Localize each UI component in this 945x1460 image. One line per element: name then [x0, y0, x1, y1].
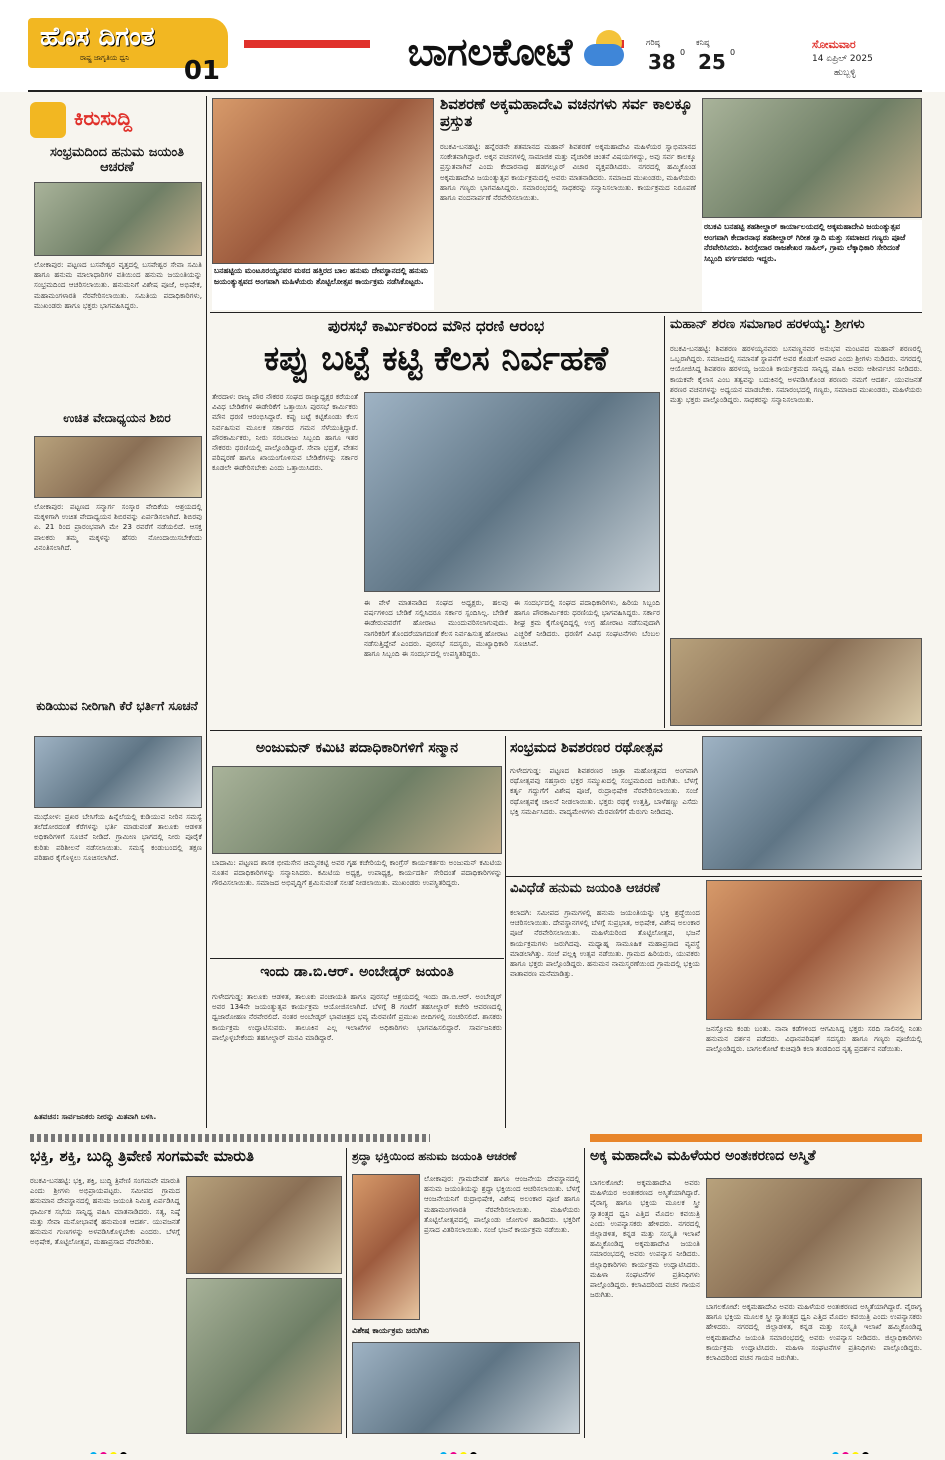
bottom-3-title: ಅಕ್ಕ ಮಹಾದೇವಿ ಮಹಿಳೆಯರ ಅಂತಃಕರಣದ ಅಸ್ಮಿತೆ: [590, 1148, 816, 1164]
akka-body: ರಬಕವಿ-ಬನಹಟ್ಟಿ: ಹನ್ನೆರಡನೇ ಶತಮಾನದ ಮಹಾನ್ ಶಿವಶರಣೆ ಅಕ್ಕಮಹಾದೇವಿ ಮಹಿಳೆಯರ ಸ್ವಾಭಿಮಾನದ ಸಂಕೇತವಾಗಿದ್ದಾರೆ. ಅಕ್ಕನ ವಚನಗಳಲ್ಲಿ ಸಾಮಾಜಿಕ ಮತ್ತು ವೈಚಾರಿಕ ಚಿಂತನೆ ವಿಷಯಗಳಿದ್ದು, ಅವು ಸರ್ವ ಕಾಲಕ್ಕೂ ಪ್ರಸ್ತುತವಾಗಿವೆ ಎಂದು ಕೇದಾರನಾಥ ಹಡಗಲ್ಲೂರ್ ವಿಚಾರ ವ್ಯಕ್ತಪಡಿಸಿದರು. ನಗರದಲ್ಲಿ ಹಮ್ಮಿಕೊಂಡ ಅಕ್ಕಮಹಾದೇವಿ ಜಯಂತ್ಯುತ್ಸವ ಕಾರ್ಯಕ್ರಮದಲ್ಲಿ ಅವರು ಮಾತನಾಡಿದರು. ಸಮಾಜದ ಮುಖಂಡರು, ಮಹಿಳೆಯರು ಹಾಗೂ ಗಣ್ಯರು ಭಾಗವಹಿಸಿದ್ದರು. ಸಮಾರಂಭದಲ್ಲಿ ಸಾಧಕರನ್ನು ಸನ್ಮಾನಿಸಲಾಯಿತು. ಕಾರ್ಯಕ್ರಮದ ನಿರೂಪಣೆ ಹಾಗೂ ವಂದನಾರ್ಪಣೆ ನೆರವೇರಿಸಲಾಯಿತು.: [440, 142, 696, 203]
max-degree: 0: [680, 48, 686, 57]
bottom-divider-1: [346, 1148, 347, 1438]
bottom-3-body: ಬಾಗಲಕೋಟೆ: ಅಕ್ಕಮಹಾದೇವಿ ಅವರು ಮಹಿಳೆಯರ ಅಂತಃಕರಣದ ಅಸ್ಮಿತೆಯಾಗಿದ್ದಾರೆ. ವೈರಾಗ್ಯ ಹಾಗೂ ಭಕ್ತಿಯ ಮೂಲಕ ಸ್ತ್ರೀ ಸ್ವಾತಂತ್ರ್ಯದ ಧ್ವನಿ ಎತ್ತಿದ ಮೊದಲ ಕವಯಿತ್ರಿ ಎಂದು ಉಪನ್ಯಾಸಕರು ಹೇಳಿದರು. ನಗರದಲ್ಲಿ ಜಿಲ್ಲಾಡಳಿತ, ಕನ್ನಡ ಮತ್ತು ಸಂಸ್ಕೃತಿ ಇಲಾಖೆ ಹಮ್ಮಿಕೊಂಡಿದ್ದ ಅಕ್ಕಮಹಾದೇವಿ ಜಯಂತಿ ಸಮಾರಂಭದಲ್ಲಿ ಅವರು ಉಪನ್ಯಾಸ ನೀಡಿದರು. ಜಿಲ್ಲಾಧಿಕಾರಿಗಳು ಕಾರ್ಯಕ್ರಮ ಉದ್ಘಾಟಿಸಿದರು. ಮಹಿಳಾ ಸಂಘಟನೆಗಳ ಪ್ರತಿನಿಧಿಗಳು ಪಾಲ್ಗೊಂಡಿದ್ದರು. ಕಲಾವಿದರಿಂದ ವಚನ ಗಾಯನ ಜರುಗಿತು.: [590, 1178, 700, 1300]
middle-rule-2: [210, 958, 504, 959]
sidebar-photo-3: [34, 736, 202, 808]
min-degree: 0: [730, 48, 736, 57]
edition-name: ಬಾಗಲಕೋಟೆ: [370, 30, 610, 80]
bottom-1-photo-2: [186, 1278, 342, 1434]
bottom-2-photo: [352, 1174, 420, 1320]
bottom-2-title: ಶ್ರದ್ಧಾ ಭಕ್ತಿಯಿಂದ ಹನುಮ ಜಯಂತಿ ಆಚರಣೆ: [352, 1150, 517, 1163]
mahan-title: ಮಹಾನ್ ಶರಣ ಸಮಾಗಾರ ಹರಳಯ್ಯ: ಶ್ರೀಗಳು: [670, 318, 865, 332]
lead-photo: [364, 392, 660, 592]
sidebar-story-3-sign: ಹಿತವಚನ: ಸಾರ್ವಜನಿಕರು ನೀರನ್ನು ಮಿತವಾಗಿ ಬಳಸಿ.: [34, 1112, 157, 1121]
min-temp-label: ಕನಿಷ್ಠ: [696, 38, 710, 47]
sidebar-story-3-title: ಕುಡಿಯುವ ನೀರಿಗಾಗಿ ಕೆರೆ ಭರ್ತಿಗೆ ಸೂಚನೆ: [36, 700, 198, 713]
masthead-rule: [28, 90, 922, 92]
anjuman-photo: [212, 766, 502, 854]
registration-dots-center: [440, 1444, 500, 1454]
anjuman-divider: [505, 736, 506, 1128]
rathotsava-photo: [702, 736, 922, 870]
akka-title: ಶಿವಶರಣೆ ಅಕ್ಕಮಹಾದೇವಿ ವಚನಗಳು ಸರ್ವ ಕಾಲಕ್ಕೂ ಪ್ರಸ್ತುತ: [440, 96, 693, 131]
day-label: ಸೋಮವಾರ: [812, 38, 856, 51]
weather-cloud-icon: [584, 44, 624, 66]
anjuman-title: ಅಂಜುಮನ್ ಕಮಿಟಿ ಪದಾಧಿಕಾರಿಗಳಿಗೆ ಸನ್ಮಾನ: [255, 740, 459, 756]
lead-body-col-2: ಈ ವೇಳೆ ಮಾತನಾಡಿದ ಸಂಘದ ಅಧ್ಯಕ್ಷರು, ಹಲವು ವರ್ಷಗಳಿಂದ ಬೇಡಿಕೆ ಸಲ್ಲಿಸಿದರೂ ಸರ್ಕಾರ ಸ್ಪಂದಿಸಿಲ್ಲ. ಬೇಡಿಕೆ ಈಡೇರುವವರೆಗೆ ಹೋರಾಟ ಮುಂದುವರಿಸಲಾಗುವುದು. ನಾಗರಿಕರಿಗೆ ತೊಂದರೆಯಾಗದಂತೆ ಕೆಲಸ ನಿರ್ವಹಿಸುತ್ತ ಹೋರಾಟ ನಡೆಸುತ್ತಿದ್ದೇವೆ ಎಂದರು. ಪುರಸಭೆ ಸದಸ್ಯರು, ಮುಖ್ಯಾಧಿಕಾರಿ ಹಾಗೂ ಸಿಬ್ಬಂದಿ ಈ ಸಂದರ್ಭದಲ್ಲಿ ಉಪಸ್ಥಿತರಿದ್ದರು.: [364, 598, 508, 659]
middle-rule-3: [506, 876, 922, 877]
ambedkar-body: ಗುಳೇದಗುಡ್ಡ: ತಾಲೂಕು ಆಡಳಿತ, ತಾಲೂಕು ಪಂಚಾಯತಿ ಹಾಗೂ ಪುರಸಭೆ ಆಶ್ರಯದಲ್ಲಿ ಇಂದು ಡಾ.ಬಿ.ಆರ್. ಅಂಬೇಡ್ಕರ್ ಅವರ 134ನೇ ಜಯಂತ್ಯುತ್ಸವ ಕಾರ್ಯಕ್ರಮ ಆಯೋಜಿಸಲಾಗಿದೆ. ಬೆಳಗ್ಗೆ 8 ಗಂಟೆಗೆ ತಹಸೀಲ್ದಾರ್ ಕಚೇರಿ ಆವರಣದಲ್ಲಿ ಧ್ವಜಾರೋಹಣ ನೆರವೇರಲಿದೆ. ನಂತರ ಅಂಬೇಡ್ಕರ್ ಭಾವಚಿತ್ರದ ಭವ್ಯ ಮೆರವಣಿಗೆ ಪ್ರಮುಖ ಬೀದಿಗಳಲ್ಲಿ ಸಂಚರಿಸಲಿದೆ. ಶಾಸಕರು ಕಾರ್ಯಕ್ರಮ ಉದ್ಘಾಟಿಸುವರು. ತಾಲೂಕಿನ ಎಲ್ಲ ಇಲಾಖೆಗಳ ಅಧಿಕಾರಿಗಳು ಭಾಗವಹಿಸಲಿದ್ದಾರೆ. ಸಾರ್ವಜನಿಕರು ಪಾಲ್ಗೊಳ್ಳಬೇಕೆಂದು ತಹಸೀಲ್ದಾರ್ ಮನವಿ ಮಾಡಿದ್ದಾರೆ.: [212, 992, 502, 1042]
lead-title: ಕಪ್ಪು ಬಟ್ಟೆ ಕಟ್ಟಿ ಕೆಲಸ ನಿರ್ವಹಣೆ: [263, 340, 609, 379]
vividhede-body-2: ಜನಸ್ತೋಮ ಕಂಡು ಬಂತು. ನಾನಾ ಕಡೆಗಳಿಂದ ಆಗಮಿಸಿದ್ದ ಭಕ್ತರು ಸರದಿ ಸಾಲಿನಲ್ಲಿ ನಿಂತು ಹನುಮನ ದರ್ಶನ ಪಡೆದರು. ವಿಧಾನಪರಿಷತ್ ಸದಸ್ಯರು ಹಾಗೂ ಗಣ್ಯರು ಪೂಜೆಯಲ್ಲಿ ಪಾಲ್ಗೊಂಡಿದ್ದರು. ಬಾಗಲಕೋಟೆ ಕುಚಿಪುಡಿ ಕಲಾ ತಂಡದಿಂದ ನೃತ್ಯ ಪ್ರದರ್ಶನ ನಡೆಯಿತು.: [706, 1024, 922, 1054]
masthead: [0, 0, 945, 92]
bottom-divider-2: [584, 1148, 585, 1438]
place-label: ಹುಬ್ಬಳ್ಳಿ: [834, 68, 856, 78]
rathotsava-body: ಗುಳೇದಗುಡ್ಡ: ಪಟ್ಟಣದ ಶಿವಶರಣರ ಜಾತ್ರಾ ಮಹೋತ್ಸವದ ಅಂಗವಾಗಿ ರಥೋತ್ಸವವು ಸಹಸ್ರಾರು ಭಕ್ತರ ಸಮ್ಮುಖದಲ್ಲಿ ಸಂಭ್ರಮದಿಂದ ಜರುಗಿತು. ಬೆಳಗ್ಗೆ ಕರ್ತೃ ಗದ್ದುಗೆಗೆ ವಿಶೇಷ ಪೂಜೆ, ರುದ್ರಾಭಿಷೇಕ ನೆರವೇರಿಸಲಾಯಿತು. ಸಂಜೆ ರಥೋತ್ಸವಕ್ಕೆ ಚಾಲನೆ ನೀಡಲಾಯಿತು. ಭಕ್ತರು ರಥಕ್ಕೆ ಉತ್ತತ್ತಿ, ಬಾಳೆಹಣ್ಣು ಎಸೆದು ಭಕ್ತಿ ಸಮರ್ಪಿಸಿದರು. ವಾದ್ಯಮೇಳಗಳು ಮೆರವಣಿಗೆಗೆ ಮೆರುಗು ನೀಡಿದವು.: [510, 766, 698, 816]
sidebar-story-2-title: ಉಚಿತ ವೇದಾಧ್ಯಯನ ಶಿಬಿರ: [63, 412, 171, 425]
mahan-photo: [670, 638, 922, 726]
sidebar-story-2-body: ಲೋಕಾಪುರ: ಪಟ್ಟಣದ ಸನ್ಮಾರ್ಗ ಸಂಸ್ಕಾರ ವೇದಿಕೆಯ ಆಶ್ರಯದಲ್ಲಿ ಮಕ್ಕಳಿಗಾಗಿ ಉಚಿತ ವೇದಾಧ್ಯಯನ ಶಿಬಿರವನ್ನು ಏರ್ಪಡಿಸಲಾಗಿದೆ. ಶಿಬಿರವು ಏ. 21 ರಿಂದ ಪ್ರಾರಂಭವಾಗಿ ಮೇ 23 ರವರೆಗೆ ನಡೆಯಲಿದೆ. ಆಸಕ್ತ ಪಾಲಕರು ತಮ್ಮ ಮಕ್ಕಳನ್ನು ಹೆಸರು ನೋಂದಾಯಿಸಬೇಕೆಂದು ವಿನಂತಿಸಲಾಗಿದೆ.: [34, 502, 202, 552]
sidebar-photo-1: [34, 182, 202, 256]
top-center-photo: [212, 98, 434, 264]
bottom-3-photo: [706, 1178, 922, 1298]
finger-icon: [30, 102, 66, 138]
registration-dots-right: [832, 1444, 892, 1454]
sidebar-story-1-title: ಸಂಭ್ರಮದಿಂದ ಹನುಮ ಜಯಂತಿ ಆಚರಣೆ: [49, 146, 185, 175]
lead-body-col-3: ಈ ಸಂದರ್ಭದಲ್ಲಿ ಸಂಘದ ಪದಾಧಿಕಾರಿಗಳು, ಹಿರಿಯ ಸಿಬ್ಬಂದಿ ಹಾಗೂ ಪೌರಕಾರ್ಮಿಕರು ಧರಣಿಯಲ್ಲಿ ಭಾಗವಹಿಸಿದ್ದರು. ಸರ್ಕಾರ ಶೀಘ್ರ ಕ್ರಮ ಕೈಗೊಳ್ಳದಿದ್ದಲ್ಲಿ ಉಗ್ರ ಹೋರಾಟ ನಡೆಸುವುದಾಗಿ ಎಚ್ಚರಿಕೆ ನೀಡಿದರು. ಧರಣಿಗೆ ವಿವಿಧ ಸಂಘಟನೆಗಳು ಬೆಂಬಲ ಸೂಚಿಸಿವೆ.: [514, 598, 660, 648]
lead-body-col-1: ತೇರದಾಳ: ರಾಜ್ಯ ಪೌರ ನೌಕರರ ಸಂಘದ ರಾಜ್ಯಾಧ್ಯಕ್ಷರ ಕರೆಯಂತೆ ವಿವಿಧ ಬೇಡಿಕೆಗಳ ಈಡೇರಿಕೆಗೆ ಒತ್ತಾಯಿಸಿ ಪುರಸಭೆ ಕಾರ್ಮಿಕರು ಮೌನ ಧರಣಿ ಆರಂಭಿಸಿದ್ದಾರೆ. ಕಪ್ಪು ಬಟ್ಟೆ ಕಟ್ಟಿಕೊಂಡು ಕೆಲಸ ನಿರ್ವಹಿಸುವ ಮೂಲಕ ಸರ್ಕಾರದ ಗಮನ ಸೆಳೆಯುತ್ತಿದ್ದಾರೆ. ಪೌರಕಾರ್ಮಿಕರು, ನೀರು ಸರಬರಾಜು ಸಿಬ್ಬಂದಿ ಹಾಗೂ ಇತರ ನೌಕರರು ಧರಣಿಯಲ್ಲಿ ಪಾಲ್ಗೊಂಡಿದ್ದಾರೆ. ಸೇವಾ ಭದ್ರತೆ, ವೇತನ ಪರಿಷ್ಕರಣೆ ಹಾಗೂ ಖಾಯಂಗೊಳಿಸುವ ಬೇಡಿಕೆಗಳನ್ನು ಸರ್ಕಾರ ಕೂಡಲೇ ಈಡೇರಿಸಬೇಕು ಎಂದು ಒತ್ತಾಯಿಸಿದರು.: [212, 392, 358, 473]
sidebar-story-3-body: ಮುಧೋಳ: ಪ್ರಖರ ಬೇಸಿಗೆಯ ಹಿನ್ನೆಲೆಯಲ್ಲಿ ಕುಡಿಯುವ ನೀರಿನ ಸಮಸ್ಯೆ ತಲೆದೋರದಂತೆ ಕೆರೆಗಳನ್ನು ಭರ್ತಿ ಮಾಡುವಂತೆ ತಾಲೂಕು ಆಡಳಿತ ಅಧಿಕಾರಿಗಳಿಗೆ ಸೂಚನೆ ನೀಡಿದೆ. ಗ್ರಾಮೀಣ ಭಾಗದಲ್ಲಿ ನೀರು ಪೂರೈಕೆ ಕುರಿತು ಪರಿಶೀಲನೆ ನಡೆಸಲಾಯಿತು. ಸಮಸ್ಯೆ ಕಂಡುಬಂದಲ್ಲಿ ತಕ್ಷಣ ಪರಿಹಾರ ಕೈಗೊಳ್ಳಲು ಸೂಚಿಸಲಾಗಿದೆ.: [34, 812, 202, 862]
logo-text: ಹೊಸ ದಿಗಂತ: [40, 22, 155, 52]
logo-tagline: ರಾಷ್ಟ್ರ ಜಾಗೃತಿಯ ಧ್ವನಿ: [80, 54, 130, 62]
top-right-photo: [702, 98, 922, 218]
bottom-bar-orange: [590, 1134, 922, 1142]
middle-rule-1: [210, 730, 922, 731]
bottom-3-body-2: ಬಾಗಲಕೋಟೆ: ಅಕ್ಕಮಹಾದೇವಿ ಅವರು ಮಹಿಳೆಯರ ಅಂತಃಕರಣದ ಅಸ್ಮಿತೆಯಾಗಿದ್ದಾರೆ. ವೈರಾಗ್ಯ ಹಾಗೂ ಭಕ್ತಿಯ ಮೂಲಕ ಸ್ತ್ರೀ ಸ್ವಾತಂತ್ರ್ಯದ ಧ್ವನಿ ಎತ್ತಿದ ಮೊದಲ ಕವಯಿತ್ರಿ ಎಂದು ಉಪನ್ಯಾಸಕರು ಹೇಳಿದರು. ನಗರದಲ್ಲಿ ಜಿಲ್ಲಾಡಳಿತ, ಕನ್ನಡ ಮತ್ತು ಸಂಸ್ಕೃತಿ ಇಲಾಖೆ ಹಮ್ಮಿಕೊಂಡಿದ್ದ ಅಕ್ಕಮಹಾದೇವಿ ಜಯಂತಿ ಸಮಾರಂಭದಲ್ಲಿ ಅವರು ಉಪನ್ಯಾಸ ನೀಡಿದರು. ಜಿಲ್ಲಾಧಿಕಾರಿಗಳು ಕಾರ್ಯಕ್ರಮ ಉದ್ಘಾಟಿಸಿದರು. ಮಹಿಳಾ ಸಂಘಟನೆಗಳ ಪ್ರತಿನಿಧಿಗಳು ಪಾಲ್ಗೊಂಡಿದ್ದರು. ಕಲಾವಿದರಿಂದ ವಚನ ಗಾಯನ ಜರುಗಿತು.: [706, 1302, 922, 1363]
top-right-caption: ರಬಕವಿ ಬನಹಟ್ಟಿ ತಹಶೀಲ್ದಾರ್ ಕಾರ್ಯಾಲಯದಲ್ಲಿ ಅಕ್ಕಮಹಾದೇವಿ ಜಯಂತ್ಯುತ್ಸವ ಅಂಗವಾಗಿ ಕೇದಾರನಾಥ ತಹಶೀಲ್ದಾರ್ ಗಿರೀಶ ಸ್ವಾದಿ ಮತ್ತು ಸಮಾಜದ ಗಣ್ಯರು ಪೂಜೆ ನೆರವೇರಿಸಿದರು. ಶಿರಸ್ತೇದಾರ ರಾಜಶೇಖರ ಸಾಹಿಲ್, ಗ್ರಾಮ ಲೆಕ್ಕಾಧಿಕಾರಿ ಸೇರಿದಂತೆ ಸಿಬ್ಬಂದಿ ವರ್ಗದವರು ಇದ್ದರು.: [702, 220, 922, 312]
top-row-rule: [210, 312, 922, 313]
bottom-1-body-col-1: ರಬಕವಿ-ಬನಹಟ್ಟಿ: ಭಕ್ತಿ, ಶಕ್ತಿ, ಬುದ್ಧಿ ತ್ರಿವೇಣಿ ಸಂಗಮವೇ ಮಾರುತಿ ಎಂದು ಶ್ರೀಗಳು ಅಭಿಪ್ರಾಯಪಟ್ಟರು. ಸಮೀಪದ ಗ್ರಾಮದ ಹನುಮಾನ ದೇವಸ್ಥಾನದಲ್ಲಿ ಹನುಮ ಜಯಂತಿ ನಿಮಿತ್ತ ಏರ್ಪಡಿಸಿದ್ದ ಧಾರ್ಮಿಕ ಸಭೆಯ ಸಾನ್ನಿಧ್ಯ ವಹಿಸಿ ಮಾತನಾಡಿದರು. ಸತ್ಯ, ನಿಷ್ಠೆ ಮತ್ತು ಸೇವಾ ಮನೋಭಾವಕ್ಕೆ ಹನುಮಂತ ಆದರ್ಶ. ಯುವಜನತೆ ಹನುಮನ ಗುಣಗಳನ್ನು ಅಳವಡಿಸಿಕೊಳ್ಳಬೇಕು ಎಂದರು. ಬೆಳಗ್ಗೆ ಅಭಿಷೇಕ, ತೊಟ್ಟಿಲೋತ್ಸವ, ಮಹಾಪ್ರಸಾದ ನೆರವೇರಿತು.: [30, 1176, 180, 1247]
bottom-2-body: ಲೋಕಾಪುರ: ಗ್ರಾಮದೇವತೆ ಹಾಗೂ ಆಂಜನೇಯ ದೇವಸ್ಥಾನದಲ್ಲಿ ಹನುಮ ಜಯಂತಿಯನ್ನು ಶ್ರದ್ಧಾ ಭಕ್ತಿಯಿಂದ ಆಚರಿಸಲಾಯಿತು. ಬೆಳಗ್ಗೆ ಆಂಜನೇಯನಿಗೆ ರುದ್ರಾಭಿಷೇಕ, ವಿಶೇಷ ಅಲಂಕಾರ ಪೂಜೆ ಹಾಗೂ ಮಹಾಮಂಗಳಾರತಿ ನೆರವೇರಿಸಲಾಯಿತು. ಮಹಿಳೆಯರು ತೊಟ್ಟಿಲೋತ್ಸವದಲ್ಲಿ ಪಾಲ್ಗೊಂಡು ಜೋಗುಳ ಹಾಡಿದರು. ಭಕ್ತರಿಗೆ ಪ್ರಸಾದ ವಿತರಿಸಲಾಯಿತು. ಸಂಜೆ ಭಜನೆ ಕಾರ್ಯಕ್ರಮ ನಡೆಯಿತು.: [424, 1174, 580, 1235]
lead-divider: [664, 316, 665, 728]
vividhede-photo: [706, 880, 922, 1020]
sidebar-story-1-body: ಲೋಕಾಪುರ: ಪಟ್ಟಣದ ಬಸವೇಶ್ವರ ವೃತ್ತದಲ್ಲಿ ಬಸವೇಶ್ವರ ಸೇವಾ ಸಮಿತಿ ಹಾಗೂ ಹನುಮ ಮಾಲಾಧಾರಿಗಳ ವತಿಯಿಂದ ಹನುಮ ಜಯಂತಿಯನ್ನು ಸಂಭ್ರಮದಿಂದ ಆಚರಿಸಲಾಯಿತು. ಹನುಮನಿಗೆ ವಿಶೇಷ ಪೂಜೆ, ಅಭಿಷೇಕ, ಮಹಾಮಂಗಳಾರತಿ ನೆರವೇರಿಸಲಾಯಿತು. ಸಮಿತಿಯ ಪದಾಧಿಕಾರಿಗಳು, ಮುಖಂಡರು ಹಾಗೂ ಭಕ್ತರು ಭಾಗವಹಿಸಿದ್ದರು.: [34, 260, 202, 310]
max-temp-label: ಗರಿಷ್ಠ: [646, 38, 660, 47]
mahan-body: ರಬಕವಿ-ಬನಹಟ್ಟಿ: ಶಿವಶರಣ ಹರಳಯ್ಯನವರು ಬಸವಣ್ಣನವರ ಅನುಭವ ಮಂಟಪದ ಮಹಾನ್ ಶರಣರಲ್ಲಿ ಒಬ್ಬರಾಗಿದ್ದರು. ಸಮಾಜದಲ್ಲಿ ಸಮಾನತೆ ಸ್ಥಾಪನೆಗೆ ಅವರ ಕೊಡುಗೆ ಅಪಾರ ಎಂದು ಶ್ರೀಗಳು ನುಡಿದರು. ನಗರದಲ್ಲಿ ಆಯೋಜಿಸಿದ್ದ ಶಿವಶರಣ ಹರಳಯ್ಯ ಜಯಂತಿ ಕಾರ್ಯಕ್ರಮದ ಸಾನ್ನಿಧ್ಯ ವಹಿಸಿ ಅವರು ಆಶೀರ್ವಚನ ನೀಡಿದರು. ಕಾಯಕವೇ ಕೈಲಾಸ ಎಂಬ ತತ್ವವನ್ನು ಬದುಕಿನಲ್ಲಿ ಅಳವಡಿಸಿಕೊಂಡ ಶರಣರು ನಮಗೆ ಆದರ್ಶ. ಯುವಜನತೆ ಶರಣರ ವಚನಗಳನ್ನು ಅಧ್ಯಯನ ಮಾಡಬೇಕು. ಸಮಾರಂಭದಲ್ಲಿ ಗಣ್ಯರು, ಸಮಾಜದ ಮುಖಂಡರು, ಮಹಿಳೆಯರು ಮತ್ತು ಭಕ್ತರು ಪಾಲ್ಗೊಂಡಿದ್ದರು. ಸಾಧಕರನ್ನು ಸನ್ಮಾನಿಸಲಾಯಿತು.: [670, 344, 922, 405]
anjuman-body: ಬಾದಾಮಿ: ಪಟ್ಟಣದ ಶಾಸಕ ಭೀಮಸೇನ ಚಿಮ್ಮನಕಟ್ಟಿ ಅವರ ಗೃಹ ಕಚೇರಿಯಲ್ಲಿ ಕಾಂಗ್ರೆಸ್ ಕಾರ್ಯಕರ್ತರು ಅಂಜುಮನ್ ಕಮಿಟಿಯ ನೂತನ ಪದಾಧಿಕಾರಿಗಳನ್ನು ಸನ್ಮಾನಿಸಿದರು. ಕಮಿಟಿಯ ಅಧ್ಯಕ್ಷ, ಉಪಾಧ್ಯಕ್ಷ, ಕಾರ್ಯದರ್ಶಿ ಸೇರಿದಂತೆ ಪದಾಧಿಕಾರಿಗಳನ್ನು ಗೌರವಿಸಲಾಯಿತು. ಸಮಾಜದ ಅಭಿವೃದ್ಧಿಗೆ ಶ್ರಮಿಸುವಂತೆ ಸಲಹೆ ನೀಡಲಾಯಿತು. ಮುಖಂಡರು ಉಪಸ್ಥಿತರಿದ್ದರು.: [212, 858, 502, 888]
vividhede-body: ಕಲಾದಗಿ: ಸಮೀಪದ ಗ್ರಾಮಗಳಲ್ಲಿ ಹನುಮ ಜಯಂತಿಯನ್ನು ಭಕ್ತಿ ಶ್ರದ್ಧೆಯಿಂದ ಆಚರಿಸಲಾಯಿತು. ದೇವಸ್ಥಾನಗಳಲ್ಲಿ ಬೆಳಗ್ಗೆ ಸುಪ್ರಭಾತ, ಅಭಿಷೇಕ, ವಿಶೇಷ ಅಲಂಕಾರ ಪೂಜೆ ನೆರವೇರಿಸಲಾಯಿತು. ಮಹಿಳೆಯರಿಂದ ತೊಟ್ಟಿಲೋತ್ಸವ, ಭಜನೆ ಕಾರ್ಯಕ್ರಮಗಳು ಜರುಗಿದವು. ಮಧ್ಯಾಹ್ನ ಸಾಮೂಹಿಕ ಮಹಾಪ್ರಸಾದ ವ್ಯವಸ್ಥೆ ಮಾಡಲಾಗಿತ್ತು. ಸಂಜೆ ಪಲ್ಲಕ್ಕಿ ಉತ್ಸವ ನಡೆಯಿತು. ಗ್ರಾಮದ ಹಿರಿಯರು, ಯುವಕರು ಹಾಗೂ ಭಕ್ತರು ಪಾಲ್ಗೊಂಡಿದ್ದರು. ಹನುಮನ ನಾಮಸ್ಮರಣೆಯಿಂದ ಗ್ರಾಮದಲ್ಲಿ ಭಕ್ತಿಯ ವಾತಾವರಣ ಮನೆಮಾಡಿತ್ತು.: [510, 908, 700, 979]
top-center-caption: ಬನಹಟ್ಟಿಯ ಮಂಟೂರಯ್ಯನವರ ಮಠದ ಹತ್ತಿರದ ಬಾಲ ಹನುಮ ದೇವಸ್ಥಾನದಲ್ಲಿ ಹನುಮ ಜಯಂತ್ಯುತ್ಸವದ ಅಂಗವಾಗಿ ಮಹಿಳೆಯರು ತೊಟ್ಟಿಲೋತ್ಸವ ಕಾರ್ಯಕ್ರಮ ನಡೆಸಿಕೊಟ್ಟರು.: [212, 264, 434, 310]
vividhede-title: ವಿವಿಧೆಡೆ ಹನುಮ ಜಯಂತಿ ಆಚರಣೆ: [510, 882, 660, 896]
kirusuddi-label: ಕಿರುಸುದ್ದಿ: [74, 106, 133, 130]
page-number: 01: [183, 56, 220, 86]
bottom-1-title: ಭಕ್ತಿ, ಶಕ್ತಿ, ಬುದ್ಧಿ ತ್ರಿವೇಣಿ ಸಂಗಮವೇ ಮಾರುತಿ: [30, 1148, 254, 1165]
rathotsava-title: ಸಂಭ್ರಮದ ಶಿವಶರಣರ ರಥೋತ್ಸವ: [510, 740, 663, 756]
bottom-bar-grey: [30, 1134, 430, 1142]
bottom-2-subhead: ವಿಶೇಷ ಕಾರ್ಯಕ್ರಮ ಜರುಗಿತು: [352, 1326, 430, 1335]
min-temp: 25: [698, 50, 726, 74]
date-label: 14 ಏಪ್ರಿಲ್ 2025: [812, 54, 873, 64]
max-temp: 38: [648, 50, 676, 74]
sidebar-photo-2: [34, 436, 202, 498]
lead-kicker: ಪುರಸಭೆ ಕಾರ್ಮಿಕರಿಂದ ಮೌನ ಧರಣಿ ಆರಂಭ: [327, 318, 545, 335]
registration-dots-left: [90, 1444, 150, 1454]
kirusuddi-header: [30, 100, 200, 140]
sidebar-divider: [206, 96, 207, 1128]
bottom-1-photo: [186, 1176, 342, 1274]
bottom-2-photo-2: [352, 1342, 580, 1434]
ambedkar-title: ಇಂದು ಡಾ.ಬಿ.ಆರ್. ಅಂಬೇಡ್ಕರ್ ಜಯಂತಿ: [260, 964, 454, 980]
